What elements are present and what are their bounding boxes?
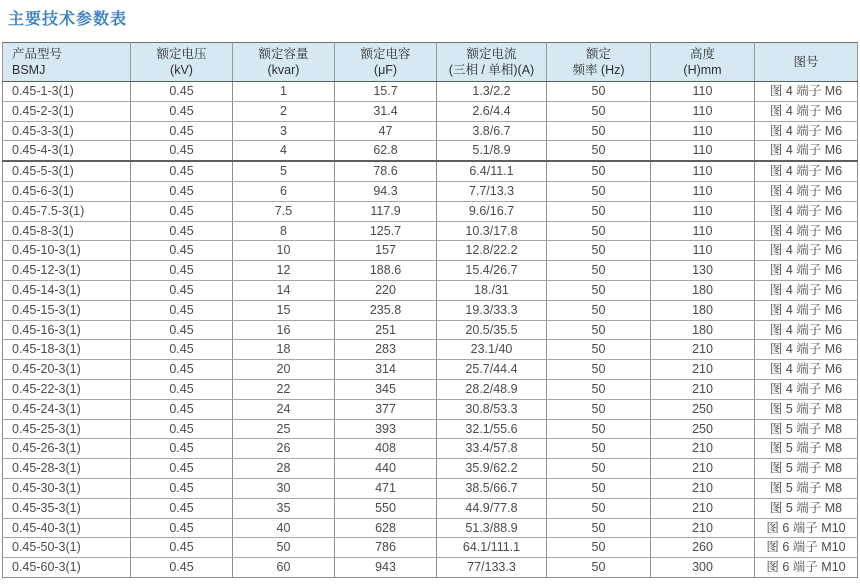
cell-voltage: 0.45 xyxy=(131,478,233,498)
cell-figure: 图 6 端子 M10 xyxy=(755,558,858,578)
cell-model: 0.45-28-3(1) xyxy=(3,459,131,479)
cell-voltage: 0.45 xyxy=(131,101,233,121)
table-row xyxy=(3,419,858,439)
cell-voltage: 0.45 xyxy=(131,221,233,241)
cell-frequency: 50 xyxy=(547,300,651,320)
cell-capacitance: 125.7 xyxy=(335,221,437,241)
header-line2: (kV) xyxy=(170,63,193,77)
cell-frequency: 50 xyxy=(547,379,651,399)
cell-figure: 图 4 端子 M6 xyxy=(755,241,858,261)
cell-current: 77/133.3 xyxy=(437,558,547,578)
header-line1: 额定 xyxy=(585,47,611,61)
table-row xyxy=(3,221,858,241)
cell-frequency: 50 xyxy=(547,498,651,518)
cell-capacity: 8 xyxy=(233,221,335,241)
cell-capacity: 20 xyxy=(233,360,335,380)
cell-height: 180 xyxy=(651,280,755,300)
cell-current: 44.9/77.8 xyxy=(437,498,547,518)
table-row xyxy=(3,320,858,340)
cell-capacity: 18 xyxy=(233,340,335,360)
table-row xyxy=(3,498,858,518)
table-row xyxy=(3,558,858,578)
cell-model: 0.45-24-3(1) xyxy=(3,399,131,419)
cell-current: 2.6/4.4 xyxy=(437,101,547,121)
cell-model: 0.45-14-3(1) xyxy=(3,280,131,300)
cell-capacitance: 62.8 xyxy=(335,141,437,161)
cell-voltage: 0.45 xyxy=(131,141,233,161)
cell-height: 210 xyxy=(651,340,755,360)
cell-current: 33.4/57.8 xyxy=(437,439,547,459)
table-row xyxy=(3,82,858,102)
cell-capacitance: 47 xyxy=(335,121,437,141)
cell-frequency: 50 xyxy=(547,241,651,261)
cell-voltage: 0.45 xyxy=(131,300,233,320)
cell-figure: 图 4 端子 M6 xyxy=(755,201,858,221)
cell-height: 110 xyxy=(651,161,755,181)
cell-capacity: 25 xyxy=(233,419,335,439)
cell-capacity: 28 xyxy=(233,459,335,479)
cell-capacity: 3 xyxy=(233,121,335,141)
cell-voltage: 0.45 xyxy=(131,459,233,479)
cell-frequency: 50 xyxy=(547,360,651,380)
cell-voltage: 0.45 xyxy=(131,439,233,459)
cell-frequency: 50 xyxy=(547,261,651,281)
table-row xyxy=(3,538,858,558)
cell-current: 9.6/16.7 xyxy=(437,201,547,221)
cell-capacitance: 408 xyxy=(335,439,437,459)
cell-current: 10.3/17.8 xyxy=(437,221,547,241)
cell-current: 18./31 xyxy=(437,280,547,300)
table-row xyxy=(3,280,858,300)
header-line1: 额定电容 xyxy=(360,47,411,61)
cell-height: 110 xyxy=(651,181,755,201)
cell-height: 260 xyxy=(651,538,755,558)
cell-capacitance: 94.3 xyxy=(335,181,437,201)
cell-capacity: 10 xyxy=(233,241,335,261)
cell-voltage: 0.45 xyxy=(131,399,233,419)
table-row xyxy=(3,360,858,380)
cell-frequency: 50 xyxy=(547,221,651,241)
table-row xyxy=(3,518,858,538)
cell-model: 0.45-50-3(1) xyxy=(3,538,131,558)
cell-current: 20.5/35.5 xyxy=(437,320,547,340)
cell-voltage: 0.45 xyxy=(131,518,233,538)
cell-frequency: 50 xyxy=(547,201,651,221)
cell-capacitance: 251 xyxy=(335,320,437,340)
cell-height: 180 xyxy=(651,320,755,340)
table-row xyxy=(3,439,858,459)
cell-frequency: 50 xyxy=(547,320,651,340)
cell-figure: 图 4 端子 M6 xyxy=(755,82,858,102)
cell-model: 0.45-22-3(1) xyxy=(3,379,131,399)
cell-figure: 图 4 端子 M6 xyxy=(755,161,858,181)
cell-capacitance: 78.6 xyxy=(335,161,437,181)
cell-height: 250 xyxy=(651,399,755,419)
cell-height: 180 xyxy=(651,300,755,320)
cell-height: 210 xyxy=(651,379,755,399)
cell-capacity: 15 xyxy=(233,300,335,320)
table-row xyxy=(3,121,858,141)
parameters-table xyxy=(2,42,858,578)
table-header xyxy=(3,43,858,82)
cell-capacity: 4 xyxy=(233,141,335,161)
cell-capacitance: 314 xyxy=(335,360,437,380)
cell-current: 15.4/26.7 xyxy=(437,261,547,281)
cell-voltage: 0.45 xyxy=(131,379,233,399)
column-header-model xyxy=(3,43,131,82)
header-line1: 产品型号 xyxy=(12,47,63,61)
cell-current: 32.1/55.6 xyxy=(437,419,547,439)
cell-figure: 图 4 端子 M6 xyxy=(755,320,858,340)
table-row xyxy=(3,478,858,498)
cell-voltage: 0.45 xyxy=(131,82,233,102)
cell-height: 210 xyxy=(651,478,755,498)
cell-frequency: 50 xyxy=(547,161,651,181)
table-row xyxy=(3,101,858,121)
cell-model: 0.45-60-3(1) xyxy=(3,558,131,578)
header-line1: 图号 xyxy=(793,55,819,69)
cell-frequency: 50 xyxy=(547,181,651,201)
cell-height: 210 xyxy=(651,518,755,538)
header-line2: BSMJ xyxy=(12,63,46,77)
column-header-voltage xyxy=(131,43,233,82)
cell-capacity: 35 xyxy=(233,498,335,518)
cell-frequency: 50 xyxy=(547,101,651,121)
cell-figure: 图 4 端子 M6 xyxy=(755,181,858,201)
header-line1: 额定容量 xyxy=(258,47,309,61)
cell-capacity: 16 xyxy=(233,320,335,340)
cell-model: 0.45-35-3(1) xyxy=(3,498,131,518)
cell-capacitance: 235.8 xyxy=(335,300,437,320)
cell-voltage: 0.45 xyxy=(131,498,233,518)
cell-frequency: 50 xyxy=(547,121,651,141)
column-header-capacitance xyxy=(335,43,437,82)
cell-frequency: 50 xyxy=(547,141,651,161)
table-row xyxy=(3,161,858,181)
cell-capacitance: 15.7 xyxy=(335,82,437,102)
cell-capacity: 24 xyxy=(233,399,335,419)
cell-capacitance: 628 xyxy=(335,518,437,538)
cell-voltage: 0.45 xyxy=(131,181,233,201)
cell-current: 5.1/8.9 xyxy=(437,141,547,161)
cell-model: 0.45-26-3(1) xyxy=(3,439,131,459)
cell-figure: 图 4 端子 M6 xyxy=(755,300,858,320)
cell-capacity: 26 xyxy=(233,439,335,459)
cell-capacitance: 943 xyxy=(335,558,437,578)
header-line2: (μF) xyxy=(373,63,398,77)
cell-voltage: 0.45 xyxy=(131,558,233,578)
cell-voltage: 0.45 xyxy=(131,261,233,281)
cell-height: 110 xyxy=(651,201,755,221)
cell-capacitance: 188.6 xyxy=(335,261,437,281)
cell-height: 210 xyxy=(651,498,755,518)
cell-capacitance: 283 xyxy=(335,340,437,360)
cell-capacity: 12 xyxy=(233,261,335,281)
cell-model: 0.45-1-3(1) xyxy=(3,82,131,102)
cell-figure: 图 4 端子 M6 xyxy=(755,261,858,281)
cell-voltage: 0.45 xyxy=(131,280,233,300)
cell-frequency: 50 xyxy=(547,340,651,360)
cell-figure: 图 5 端子 M8 xyxy=(755,399,858,419)
cell-height: 110 xyxy=(651,121,755,141)
cell-capacity: 60 xyxy=(233,558,335,578)
column-header-height xyxy=(651,43,755,82)
column-header-current xyxy=(437,43,547,82)
header-line1: 高度 xyxy=(689,47,715,61)
header-row xyxy=(3,43,858,82)
cell-current: 25.7/44.4 xyxy=(437,360,547,380)
column-header-frequency xyxy=(547,43,651,82)
cell-figure: 图 5 端子 M8 xyxy=(755,478,858,498)
cell-capacity: 40 xyxy=(233,518,335,538)
cell-capacity: 22 xyxy=(233,379,335,399)
cell-capacitance: 786 xyxy=(335,538,437,558)
column-header-capacity xyxy=(233,43,335,82)
cell-current: 12.8/22.2 xyxy=(437,241,547,261)
cell-voltage: 0.45 xyxy=(131,121,233,141)
cell-figure: 图 4 端子 M6 xyxy=(755,280,858,300)
header-line2: (kvar) xyxy=(267,63,300,77)
cell-figure: 图 4 端子 M6 xyxy=(755,340,858,360)
cell-current: 6.4/11.1 xyxy=(437,161,547,181)
cell-capacitance: 440 xyxy=(335,459,437,479)
cell-figure: 图 5 端子 M8 xyxy=(755,439,858,459)
cell-figure: 图 4 端子 M6 xyxy=(755,221,858,241)
cell-height: 110 xyxy=(651,82,755,102)
cell-capacitance: 550 xyxy=(335,498,437,518)
cell-capacitance: 31.4 xyxy=(335,101,437,121)
cell-frequency: 50 xyxy=(547,439,651,459)
cell-voltage: 0.45 xyxy=(131,419,233,439)
cell-current: 51.3/88.9 xyxy=(437,518,547,538)
cell-frequency: 50 xyxy=(547,280,651,300)
cell-height: 130 xyxy=(651,261,755,281)
cell-height: 110 xyxy=(651,101,755,121)
cell-capacity: 30 xyxy=(233,478,335,498)
header-line2: (三相 / 单相)(A) xyxy=(448,63,535,77)
cell-height: 110 xyxy=(651,241,755,261)
cell-capacitance: 345 xyxy=(335,379,437,399)
cell-voltage: 0.45 xyxy=(131,538,233,558)
cell-frequency: 50 xyxy=(547,399,651,419)
cell-frequency: 50 xyxy=(547,538,651,558)
cell-model: 0.45-16-3(1) xyxy=(3,320,131,340)
table-row xyxy=(3,300,858,320)
cell-model: 0.45-10-3(1) xyxy=(3,241,131,261)
column-header-figure xyxy=(755,43,858,82)
cell-figure: 图 4 端子 M6 xyxy=(755,121,858,141)
cell-model: 0.45-7.5-3(1) xyxy=(3,201,131,221)
header-line1: 额定电压 xyxy=(156,47,207,61)
cell-voltage: 0.45 xyxy=(131,340,233,360)
cell-model: 0.45-18-3(1) xyxy=(3,340,131,360)
cell-frequency: 50 xyxy=(547,419,651,439)
cell-model: 0.45-15-3(1) xyxy=(3,300,131,320)
cell-capacitance: 377 xyxy=(335,399,437,419)
cell-model: 0.45-8-3(1) xyxy=(3,221,131,241)
cell-current: 7.7/13.3 xyxy=(437,181,547,201)
table-body xyxy=(3,82,858,578)
table-row xyxy=(3,241,858,261)
cell-capacity: 5 xyxy=(233,161,335,181)
cell-height: 250 xyxy=(651,419,755,439)
cell-figure: 图 6 端子 M10 xyxy=(755,518,858,538)
cell-current: 3.8/6.7 xyxy=(437,121,547,141)
cell-model: 0.45-40-3(1) xyxy=(3,518,131,538)
cell-voltage: 0.45 xyxy=(131,241,233,261)
table-row xyxy=(3,141,858,161)
header-line1: 额定电流 xyxy=(466,47,517,61)
cell-capacitance: 393 xyxy=(335,419,437,439)
cell-voltage: 0.45 xyxy=(131,201,233,221)
cell-capacity: 14 xyxy=(233,280,335,300)
table-row xyxy=(3,399,858,419)
header-line2: 频率 (Hz) xyxy=(572,63,625,77)
cell-frequency: 50 xyxy=(547,82,651,102)
cell-voltage: 0.45 xyxy=(131,161,233,181)
cell-capacity: 1 xyxy=(233,82,335,102)
cell-frequency: 50 xyxy=(547,478,651,498)
cell-figure: 图 4 端子 M6 xyxy=(755,141,858,161)
cell-capacitance: 471 xyxy=(335,478,437,498)
cell-figure: 图 5 端子 M8 xyxy=(755,459,858,479)
cell-capacitance: 117.9 xyxy=(335,201,437,221)
table-row xyxy=(3,261,858,281)
cell-frequency: 50 xyxy=(547,558,651,578)
cell-model: 0.45-12-3(1) xyxy=(3,261,131,281)
cell-model: 0.45-3-3(1) xyxy=(3,121,131,141)
cell-capacity: 2 xyxy=(233,101,335,121)
cell-height: 210 xyxy=(651,360,755,380)
cell-figure: 图 6 端子 M10 xyxy=(755,538,858,558)
cell-figure: 图 4 端子 M6 xyxy=(755,360,858,380)
cell-figure: 图 4 端子 M6 xyxy=(755,379,858,399)
cell-current: 38.5/66.7 xyxy=(437,478,547,498)
cell-figure: 图 5 端子 M8 xyxy=(755,498,858,518)
cell-capacity: 6 xyxy=(233,181,335,201)
cell-model: 0.45-6-3(1) xyxy=(3,181,131,201)
cell-height: 210 xyxy=(651,459,755,479)
cell-current: 19.3/33.3 xyxy=(437,300,547,320)
cell-capacity: 50 xyxy=(233,538,335,558)
cell-model: 0.45-5-3(1) xyxy=(3,161,131,181)
cell-current: 23.1/40 xyxy=(437,340,547,360)
cell-current: 35.9/62.2 xyxy=(437,459,547,479)
cell-figure: 图 5 端子 M8 xyxy=(755,419,858,439)
table-row xyxy=(3,181,858,201)
cell-model: 0.45-25-3(1) xyxy=(3,419,131,439)
cell-frequency: 50 xyxy=(547,459,651,479)
cell-frequency: 50 xyxy=(547,518,651,538)
table-row xyxy=(3,459,858,479)
cell-capacitance: 157 xyxy=(335,241,437,261)
cell-current: 28.2/48.9 xyxy=(437,379,547,399)
cell-height: 110 xyxy=(651,141,755,161)
page-title: 主要技术参数表 xyxy=(8,11,128,28)
cell-height: 300 xyxy=(651,558,755,578)
cell-voltage: 0.45 xyxy=(131,360,233,380)
cell-height: 210 xyxy=(651,439,755,459)
cell-height: 110 xyxy=(651,221,755,241)
cell-voltage: 0.45 xyxy=(131,320,233,340)
table-row xyxy=(3,340,858,360)
cell-current: 64.1/111.1 xyxy=(437,538,547,558)
cell-capacity: 7.5 xyxy=(233,201,335,221)
cell-figure: 图 4 端子 M6 xyxy=(755,101,858,121)
header-line2: (H)mm xyxy=(683,63,722,77)
table-row xyxy=(3,379,858,399)
cell-current: 30.8/53.3 xyxy=(437,399,547,419)
cell-capacitance: 220 xyxy=(335,280,437,300)
table-row xyxy=(3,201,858,221)
cell-model: 0.45-2-3(1) xyxy=(3,101,131,121)
cell-current: 1.3/2.2 xyxy=(437,82,547,102)
cell-model: 0.45-20-3(1) xyxy=(3,360,131,380)
cell-model: 0.45-4-3(1) xyxy=(3,141,131,161)
cell-model: 0.45-30-3(1) xyxy=(3,478,131,498)
